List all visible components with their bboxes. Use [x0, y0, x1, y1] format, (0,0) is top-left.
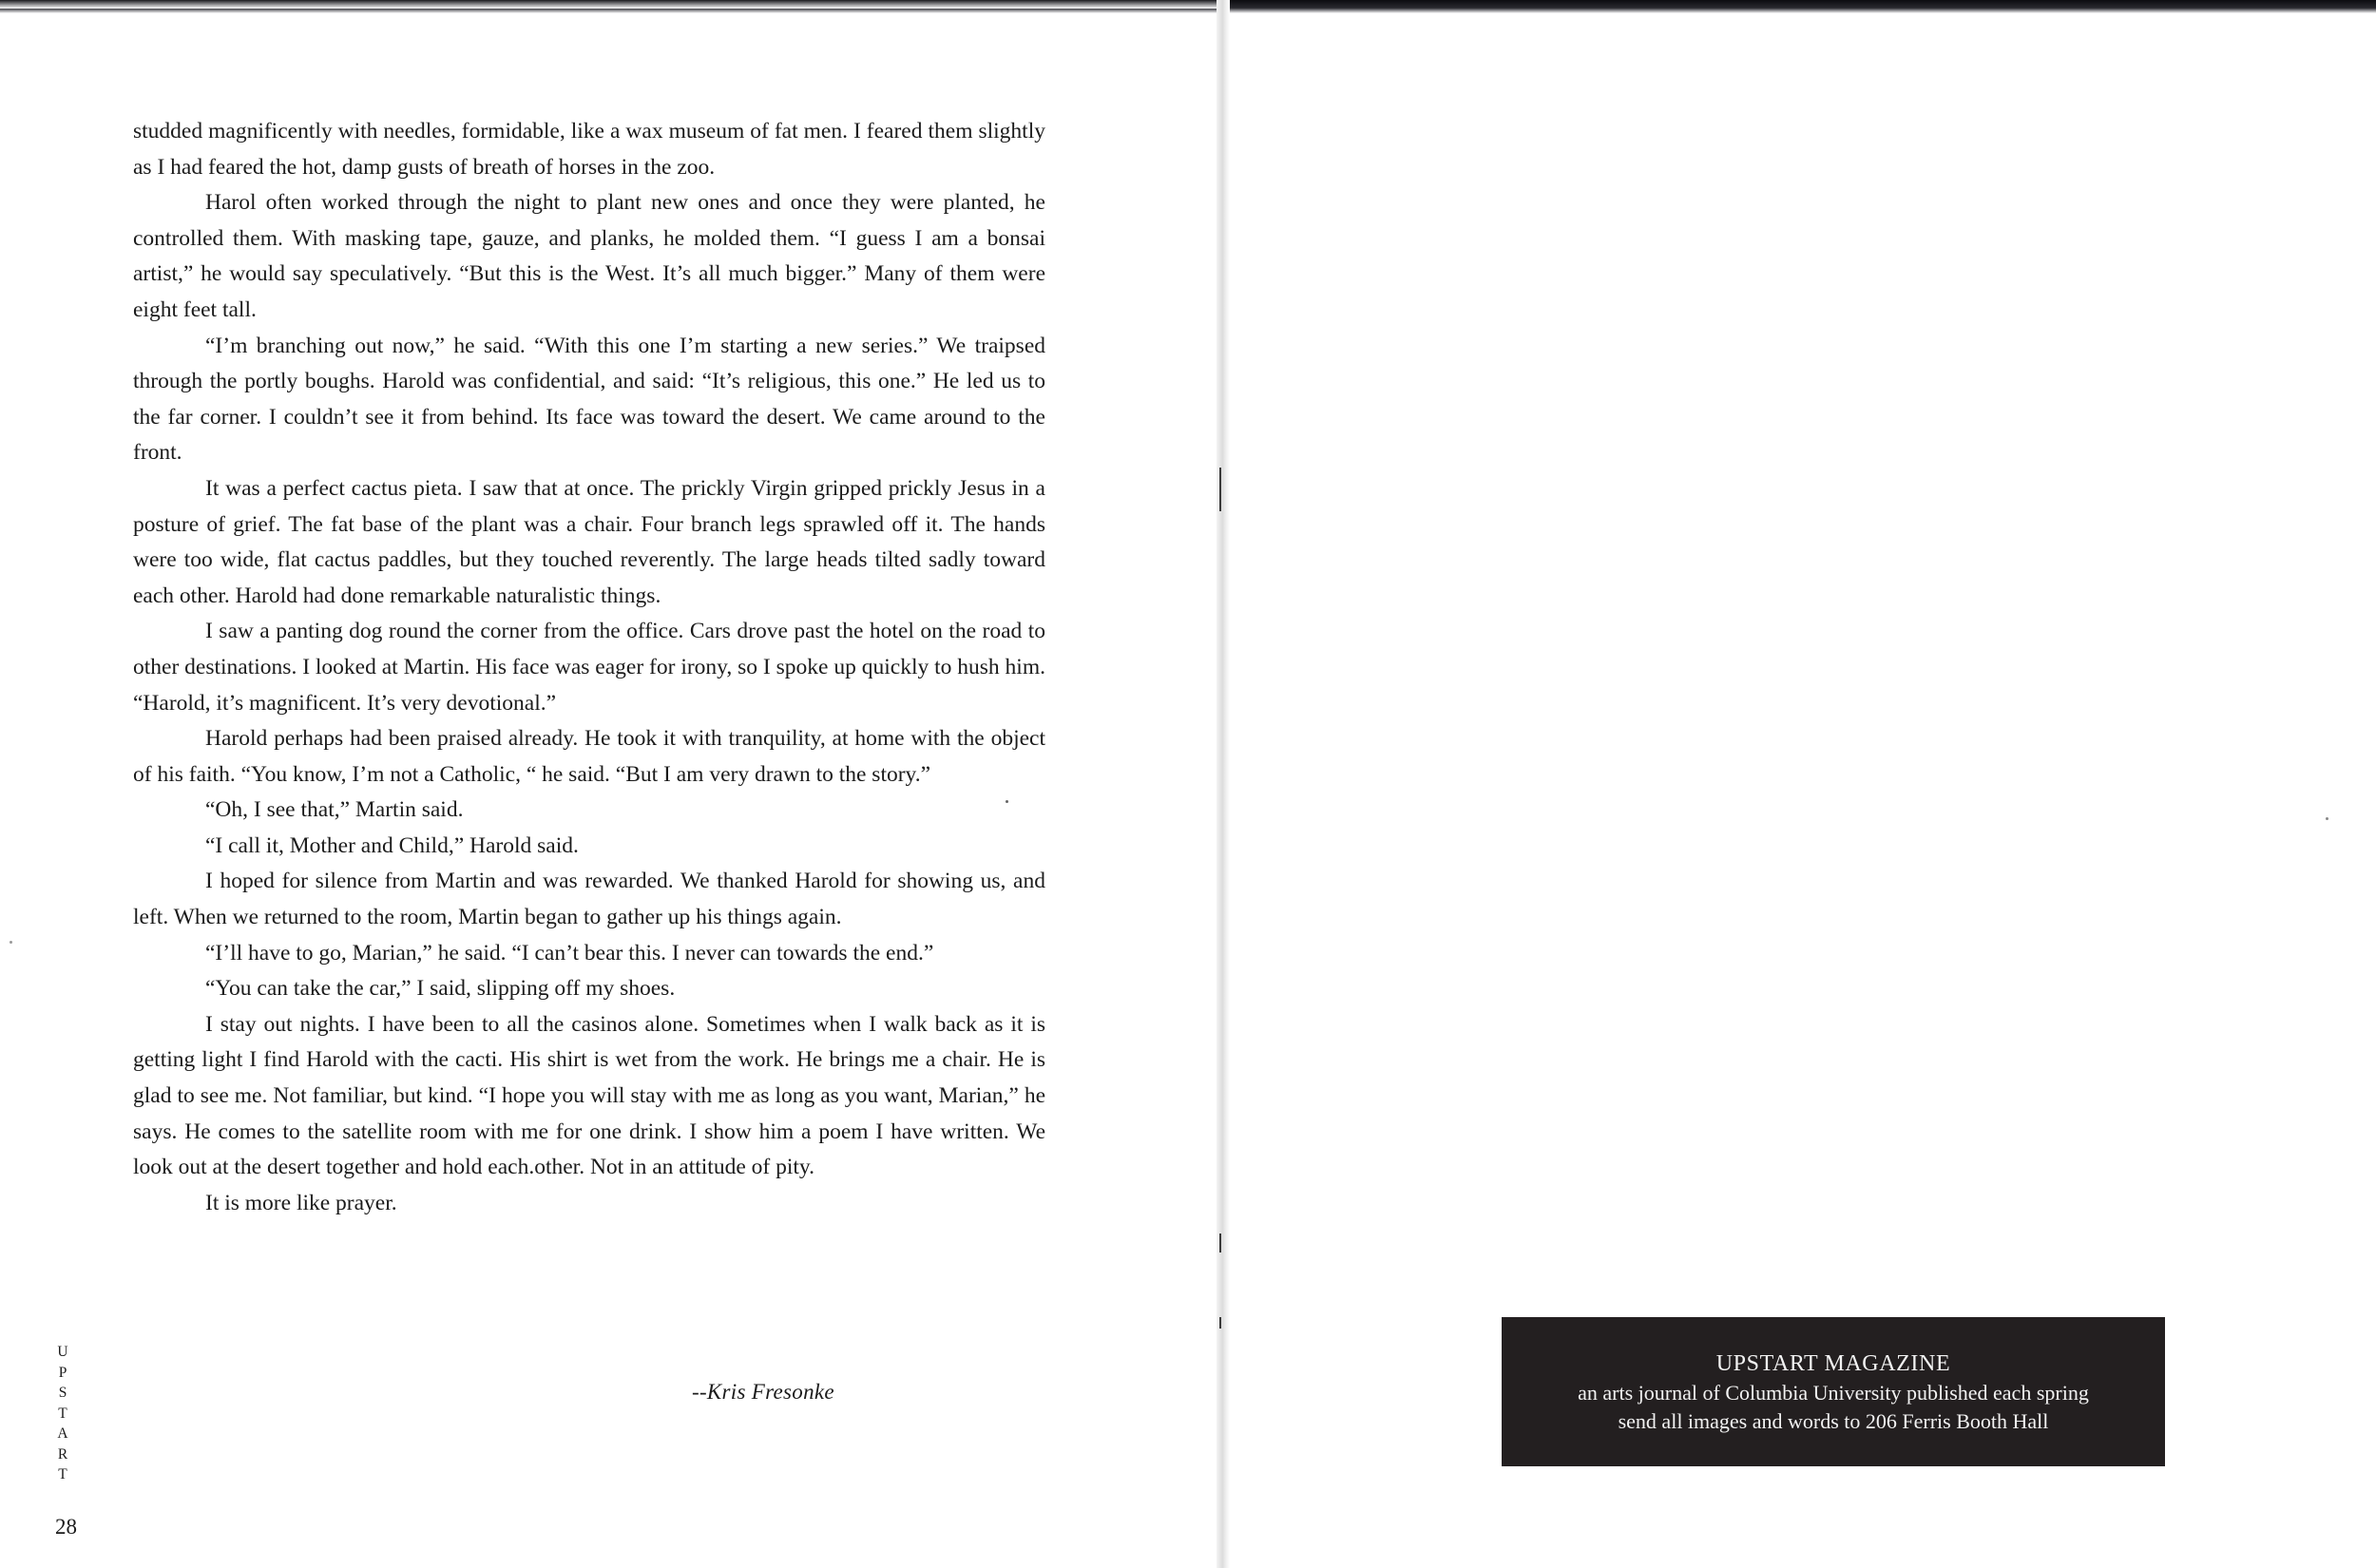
spine-mark — [1219, 468, 1221, 511]
paragraph: I saw a panting dog round the corner from the office. Cars drove past the hotel on the road to other destinations. I looked at Martin. His face was eager for irony, so I spoke up quickly to hush him. “Harold, it’s magnificent. It’s very devotional.” — [133, 619, 1045, 716]
paragraph: It was a perfect cactus pieta. I saw that at once. The prickly Virgin gripped prickly Jesus in a posture of grief. The fat base of the plant was a chair. Four branch legs sprawled off it. The hands were too wide, flat cactus paddles, but they touched reverently. The large heads tilted sadly toward each other. Harold had done remarkable naturalistic things. — [133, 475, 1045, 608]
story-text — [133, 114, 1045, 1221]
magazine-notice-box — [1502, 1317, 2165, 1466]
notice-description: an arts journal of Columbia University published each spring — [1578, 1380, 2089, 1405]
running-title-letter: U — [57, 1344, 68, 1360]
paragraph: I hoped for silence from Martin and was rewarded. We thanked Harold for showing us, and left. When we returned to the room, Martin began to gather up his things again. — [133, 869, 1045, 930]
spine-mark — [1219, 1317, 1221, 1329]
author-byline: --Kris Fresonke — [692, 1380, 834, 1404]
paragraph: Harold perhaps had been praised already. He took it with tranquility, at home with the object of his faith. “You know, I’m not a Catholic, “ he said. “But I am very drawn to the story.” — [133, 726, 1045, 787]
spine-mark — [1219, 1233, 1221, 1252]
running-title-vertical — [53, 1342, 72, 1485]
paragraph: Harol often worked through the night to plant new ones and once they were planted, he controlled them. With masking tape, gauze, and planks, he molded them. “I guess I am a bonsai artist,” he would say speculatively. “But this is the West. It’s all much bigger.” Many of them were eight feet tall. — [133, 190, 1045, 322]
running-title-letter: R — [57, 1445, 68, 1463]
notice-title: UPSTART MAGAZINE — [1715, 1350, 1951, 1376]
paragraph: “I’ll have to go, Marian,” he said. “I can’t bear this. I never can towards the end.” — [205, 940, 934, 966]
paragraph: “I’m branching out now,” he said. “With this one I’m starting a new series.” We traipsed through the portly boughs. Harold was confidential, and said: “It’s religious, this one.” He led us to the far corner. I couldn’t see it from behind. Its face was toward the desert. We came around to the front. — [133, 333, 1045, 466]
running-title-letter: S — [58, 1385, 67, 1401]
paragraph: “You can take the car,” I said, slipping off my shoes. — [205, 976, 676, 1002]
running-title-letter: T — [58, 1405, 67, 1422]
stray-ink-dot — [10, 941, 12, 944]
paragraph: “Oh, I see that,” Martin said. — [205, 797, 464, 823]
running-title-letter: T — [58, 1466, 67, 1482]
stray-ink-dot — [1006, 800, 1008, 803]
paragraph: studded magnificently with needles, formidable, like a wax museum of fat men. I feared them slightly as I had feared the hot, damp gusts of breath of horses in the zoo. — [133, 119, 1045, 180]
book-spine — [1217, 0, 1230, 1568]
paragraph: “I call it, Mother and Child,” Harold said. — [205, 832, 579, 858]
page-number: 28 — [55, 1515, 77, 1539]
stray-ink-dot — [2326, 817, 2328, 820]
notice-submission-address: send all images and words to 206 Ferris Booth Hall — [1618, 1408, 2049, 1433]
running-title-letter: A — [57, 1425, 68, 1442]
running-title-letter: P — [58, 1364, 67, 1381]
paragraph: I stay out nights. I have been to all the casinos alone. Sometimes when I walk back as it is getting light I find Harold with the cacti. His shirt is wet from the work. He brings me a chair. He is glad to see me. Not familiar, but kind. “I hope you will stay with me as long as you want, Marian,” he says. He comes to the satellite room with me for one drink. I show him a poem I have written. We look out at the desert together and hold each.other. Not in an attitude of pity. — [133, 1011, 1045, 1180]
paragraph: It is more like prayer. — [205, 1190, 397, 1215]
